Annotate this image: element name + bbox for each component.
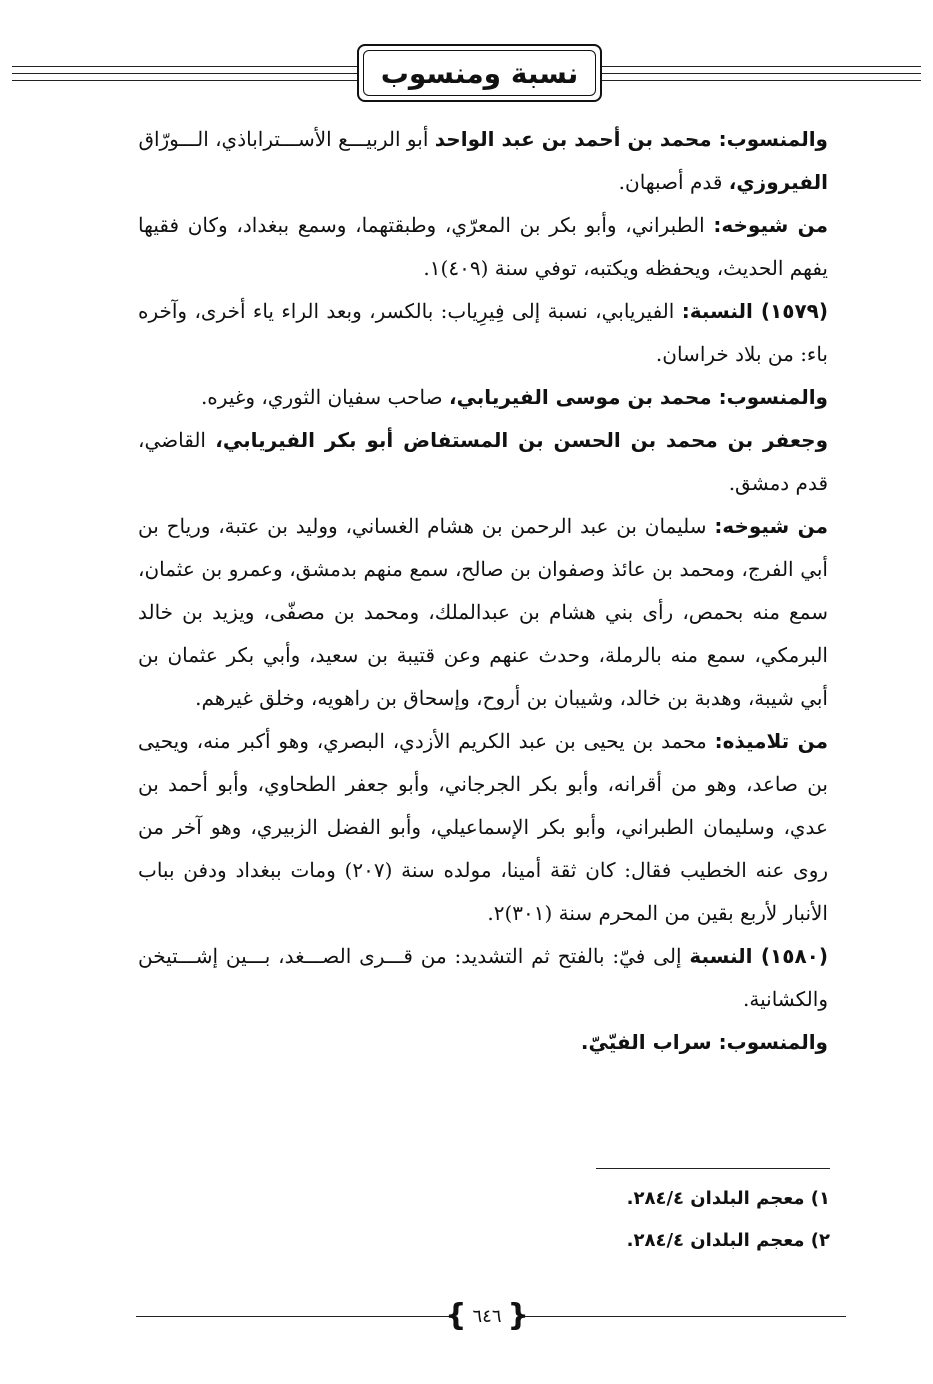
paragraph — [138, 118, 828, 161]
paragraph-text: أبو الربيـــع الأســـتراباذي، الـــورّاق — [138, 127, 435, 151]
paragraph — [138, 419, 828, 505]
footnote-separator — [596, 1168, 830, 1169]
paragraph-text: الطبراني، وأبو بكر بن المعرّي، وطبقتهما، وسمع ببغداد، وكان فقيها يفهم الحديث، ويحفظه ويكتبه، توفي سنة (٤٠٩)١. — [138, 213, 828, 280]
page-number-box — [445, 1298, 529, 1334]
paragraph-heading: والمنسوب: محمد بن أحمد بن عبد الواحد — [434, 127, 828, 151]
paragraph-heading: من شيوخه: — [714, 514, 828, 538]
paragraph — [138, 505, 828, 720]
right-brace-icon: } — [507, 1298, 529, 1333]
footer-rule-left — [136, 1316, 450, 1317]
footer-rule-right — [524, 1316, 846, 1317]
footnote: ١) معجم البلدان ٢٨٤/٤. — [626, 1188, 830, 1209]
paragraph-heading: (١٥٨٠) النسبة — [689, 944, 829, 968]
paragraph — [138, 204, 828, 290]
footnote: ٢) معجم البلدان ٢٨٤/٤. — [626, 1230, 830, 1251]
page-number: ٦٤٦ — [472, 1305, 502, 1327]
paragraph — [138, 935, 828, 1021]
paragraph-heading: والمنسوب: سراب الفيّيّ. — [580, 1030, 828, 1054]
paragraph — [138, 1021, 828, 1064]
paragraph-text: قدم أصبهان. — [618, 170, 729, 194]
footnotes — [560, 1178, 830, 1262]
page-title: نسبة ومنسوب — [363, 50, 596, 96]
paragraph-text: سليمان بن عبد الرحمن بن هشام الغساني، ووليد بن عتبة، ورياح بن أبي الفرج، ومحمد بن عائذ وصفوان بن صالح، سمع منهم بدمشق، وعمرو بن عثمان، سمع منه بحمص، رأى بني هشام بن عبدالملك، ومحمد بن مصفّى، ويزيد بن خالد البرمكي، سمع منه بالرملة، وحدث عنهم وعن قتيبة بن سعيد، وأبي بكر عثمان بن أبي شيبة، وهدبة بن خالد، وشيبان بن أروح، وإسحاق بن راهويه، وخلق غيرهم. — [138, 514, 828, 710]
paragraph-heading: (١٥٧٩) النسبة: — [681, 299, 828, 323]
paragraph-text: القاضي، قدم دمشق. — [138, 428, 828, 495]
paragraph — [138, 290, 828, 376]
paragraph-text: محمد بن يحيى بن عبد الكريم الأزدي، البصري، وهو أكبر منه، ويحيى بن صاعد، وهو من أقرانه، وأبو بكر الجرجاني، وأبو جعفر الطحاوي، وأبو أحمد بن عدي، وسليمان الطبراني، وأبو بكر الإسماعيلي، وأبو الفضل الزبيري، وهو آخر من روى عنه الخطيب فقال: كان ثقة أمينا، مولده سنة (٢٠٧) ومات ببغداد ودفن بباب الأنبار لأربع بقين من المحرم سنة (٣٠١)٢. — [138, 729, 829, 925]
main-content — [138, 118, 828, 1064]
paragraph-text: الفيريابي، نسبة إلى فِيرِياب: بالكسر، وبعد الراء ياء أخرى، وآخره باء: من بلاد خراسان. — [138, 299, 828, 366]
paragraph-heading: من شيوخه: — [713, 213, 828, 237]
paragraph — [138, 161, 828, 204]
paragraph-heading: من تلاميذه: — [714, 729, 828, 753]
page-title-box — [357, 44, 602, 102]
paragraph-text: إلى فيّ: بالفتح ثم التشديد: من قـــرى الصـــغد، بـــين إشـــتيخن والكشانية. — [138, 944, 828, 1011]
left-brace-icon: { — [445, 1298, 467, 1333]
paragraph — [138, 376, 828, 419]
paragraph-heading: الفيروزي، — [728, 170, 828, 194]
paragraph — [138, 720, 828, 935]
paragraph-heading: وجعفر بن محمد بن الحسن بن المستفاض أبو بكر الفيريابي، — [215, 428, 829, 452]
paragraph-heading: والمنسوب: محمد بن موسى الفيريابي، — [448, 385, 828, 409]
paragraph-text: صاحب سفيان الثوري، وغيره. — [200, 385, 449, 409]
